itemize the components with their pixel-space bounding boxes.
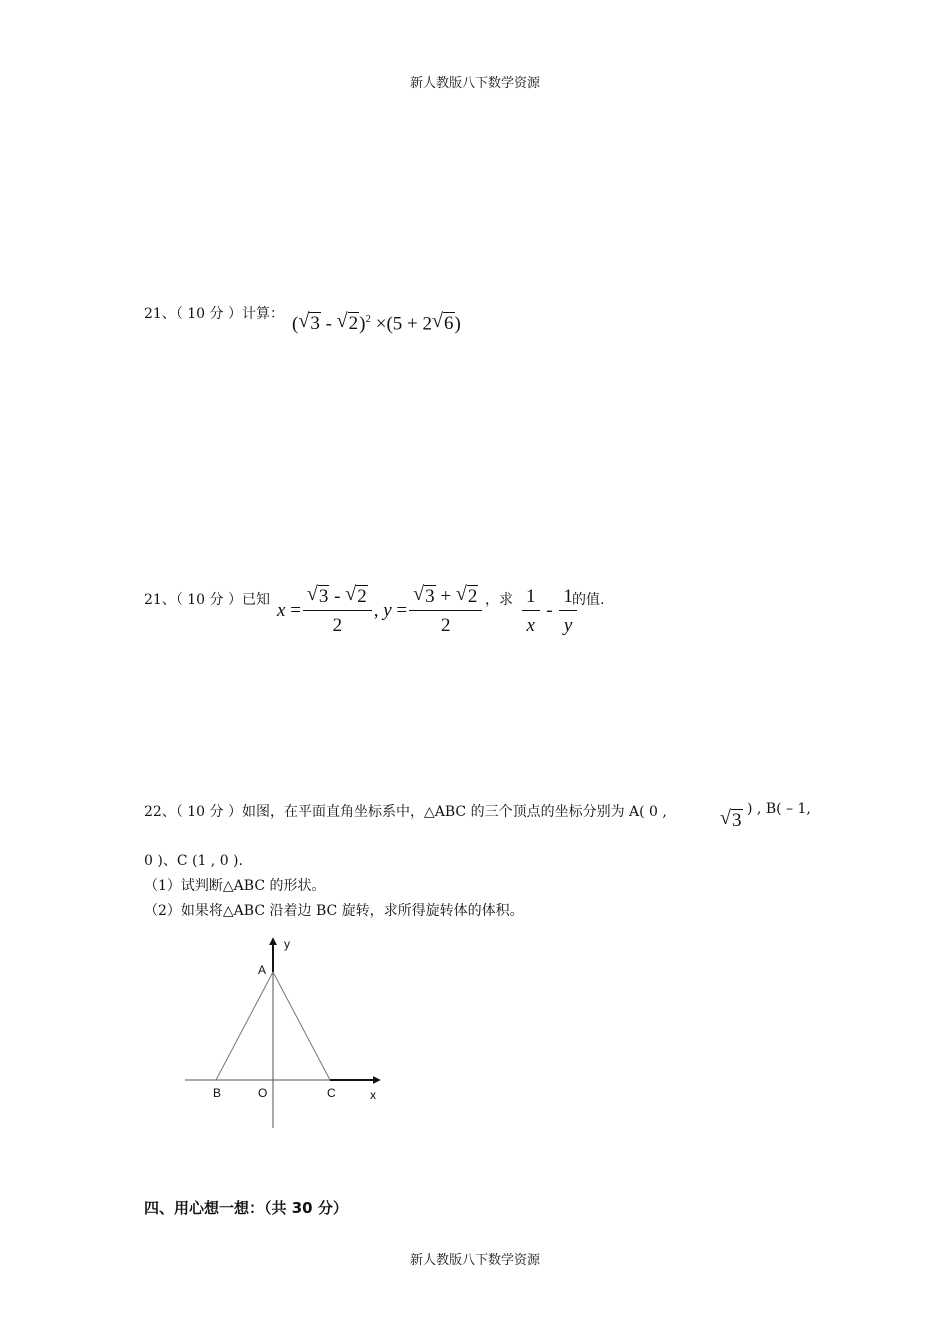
question-21-calc <box>144 303 284 323</box>
sqrt-3: √ 3 <box>300 313 321 335</box>
question-21-ask: ，求 <box>485 592 513 608</box>
question-22-part1: （1）试判断△ABC 的形状。 <box>144 878 326 894</box>
page-footer: 新人教版八下数学资源 <box>409 1253 540 1268</box>
expression-21-calc: (√ 3 - √ 2)$^2$ ×(5 + 2√ 6) <box>292 313 461 335</box>
expression-21-known: x = √ $\frac{3 - √ 2}{2}$ , y = √ $\frac{3 + √ 2}{2}$ <box>277 586 484 637</box>
question-intro: 如图，在平面直角坐标系中，△ABC 的三个顶点的坐标分别为 A( 0 , <box>242 804 667 820</box>
page-header: 新人教版八下数学资源 <box>409 76 540 91</box>
sqrt-2: √ 2 <box>339 313 360 335</box>
question-21-tail: 的值. <box>572 592 605 608</box>
triangle-figure <box>180 930 400 1135</box>
label-b: B <box>213 1086 222 1100</box>
label-c: C <box>327 1086 336 1100</box>
question-22-part2: （2）如果将△ABC 沿着边 BC 旋转，求所得旋转体的体积。 <box>144 903 524 919</box>
section-4-title: 四、用心想一想：（共 30 分） <box>144 1199 348 1217</box>
side-ab <box>216 972 273 1080</box>
question-22-line1 <box>144 801 667 821</box>
fraction-y: √ $\frac{3 + √ 2}{2}$ <box>409 586 482 637</box>
fraction-x: √ $\frac{3 - √ 2}{2}$ <box>303 586 372 637</box>
sqrt-6: √ 6 <box>434 313 455 335</box>
side-ac <box>273 972 330 1080</box>
expression-reciprocals: $\frac{1}{x}$ - $\frac{1}{y}$ <box>520 586 579 637</box>
question-verb: 计算： <box>242 306 284 322</box>
question-score: （ 10 分 ） <box>175 592 242 608</box>
question-22-line2: 0 )、C (1 , 0 ). <box>144 853 243 869</box>
label-x: x <box>370 1088 376 1102</box>
question-score: （ 10 分 ） <box>175 306 242 322</box>
fraction-1-over-y: $\frac{1}{y}$ <box>559 586 577 637</box>
question-verb: 已知 <box>242 592 270 608</box>
label-o: O <box>258 1086 268 1100</box>
label-a: A <box>258 963 267 977</box>
question-number: 22、 <box>144 804 176 820</box>
fraction-1-over-x: $\frac{1}{x}$ <box>522 586 540 637</box>
question-number: 21、 <box>144 592 176 608</box>
label-y: y <box>284 937 290 951</box>
question-number: 21、 <box>144 306 176 322</box>
question-21-known <box>144 589 270 609</box>
sqrt-3-coordinate: √ 3 <box>720 810 743 832</box>
question-22-intro-tail: ) , B( – 1, <box>747 801 811 817</box>
question-score: （ 10 分 ） <box>175 804 242 820</box>
